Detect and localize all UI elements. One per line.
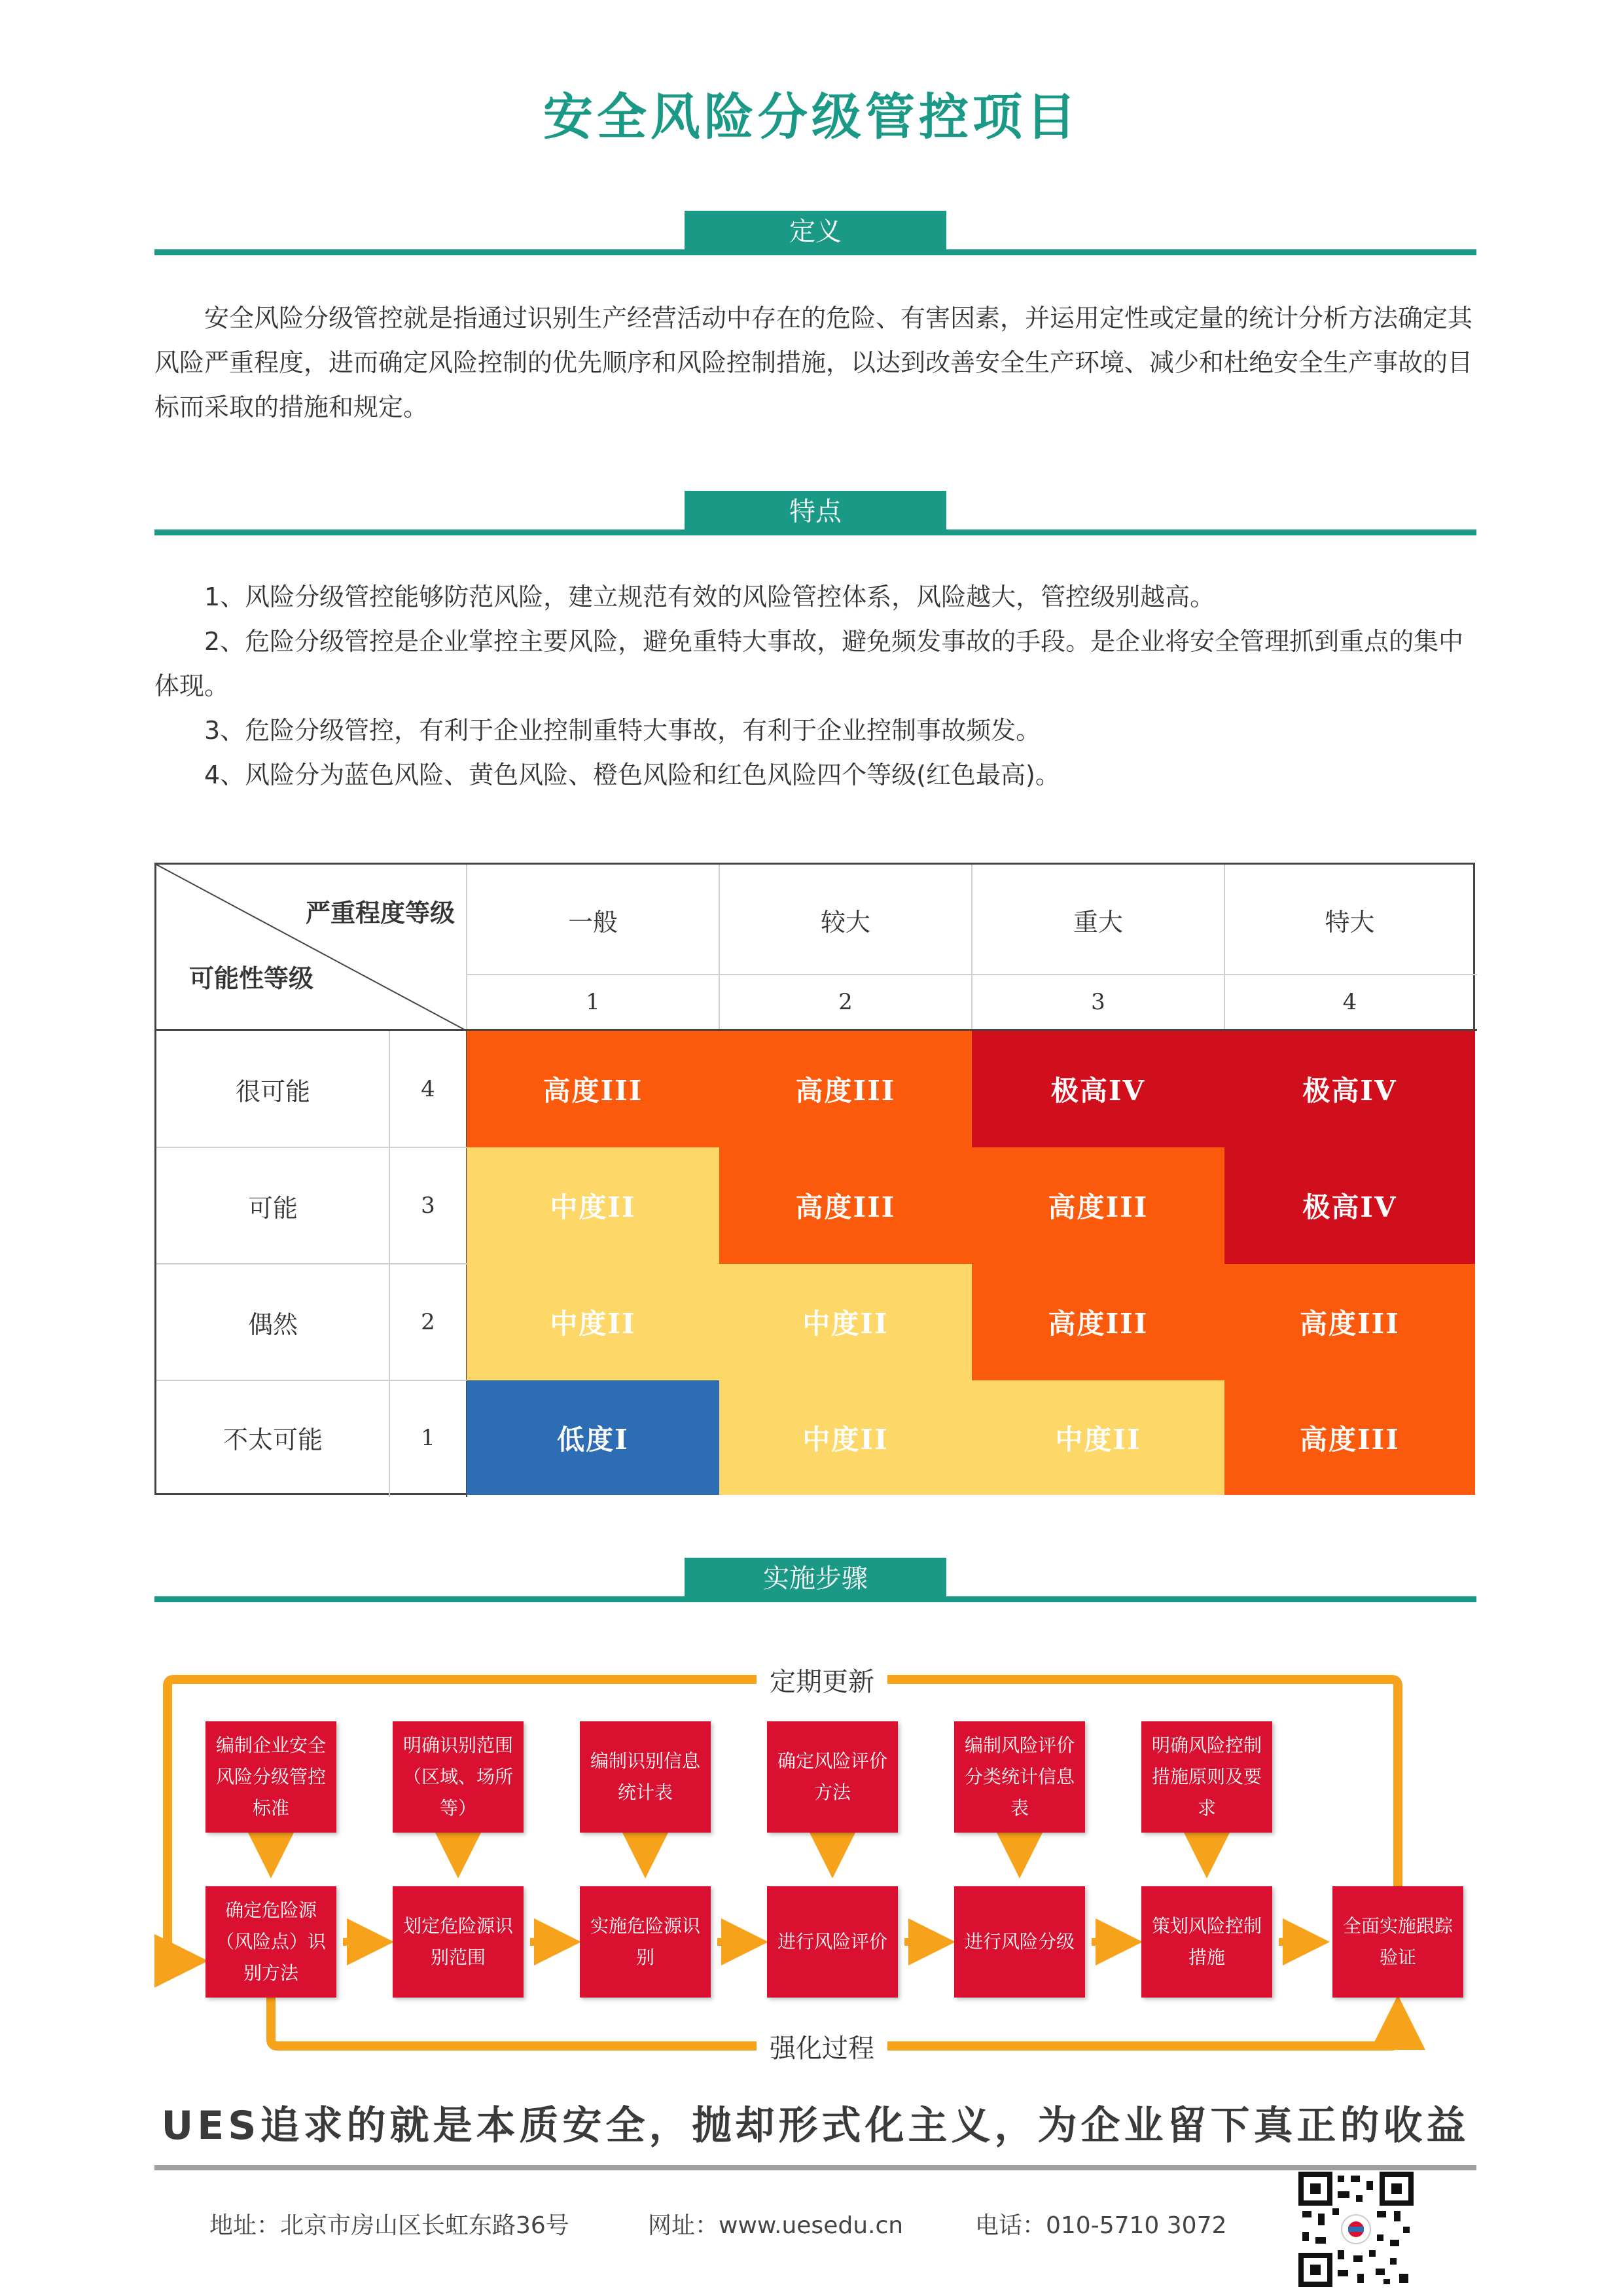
risk-cell: 中度II xyxy=(467,1147,719,1264)
section-tab-steps: 实施步骤 xyxy=(685,1558,946,1602)
severity-level: 2 xyxy=(838,989,853,1015)
footer-rule xyxy=(154,2165,1476,2170)
step-box-exec: 划定危险源识别范围 xyxy=(393,1886,524,1998)
feature-item: 4、风险分为蓝色风险、黄色风险、橙色风险和红色风险四个等级(红色最高)。 xyxy=(204,761,1060,789)
feature-item: 3、危险分级管控，有利于企业控制重特大事故，有利于企业控制事故频发。 xyxy=(204,716,1041,745)
grid-line xyxy=(466,974,1477,975)
risk-cell: 高度III xyxy=(972,1264,1224,1380)
grid-line xyxy=(156,1147,467,1148)
risk-matrix xyxy=(154,863,1475,1495)
footer-website: 网址：www.uesedu.cn xyxy=(648,2212,904,2239)
risk-cell: 高度III xyxy=(1224,1264,1475,1380)
risk-cell: 极高IV xyxy=(972,1031,1224,1147)
slogan: UES追求的就是本质安全，抛却形式化主义，为企业留下真正的收益 xyxy=(161,2103,1470,2149)
matrix-corner-likelihood: 可能性等级 xyxy=(189,963,314,993)
severity-level: 3 xyxy=(1091,989,1105,1015)
loop-label-strengthen: 强化过程 xyxy=(757,2028,887,2065)
risk-cell: 低度I xyxy=(467,1380,719,1495)
section-header-steps xyxy=(154,1556,1476,1602)
step-box-prep: 明确识别范围（区域、场所等） xyxy=(393,1721,524,1833)
qr-code-icon xyxy=(1298,2172,1414,2287)
feature-item: 1、风险分级管控能够防范风险，建立规范有效的风险管控体系，风险越大，管控级别越高。 xyxy=(204,583,1215,611)
page-title: 安全风险分级管控项目 xyxy=(543,88,1080,146)
severity-header: 重大 xyxy=(1073,907,1123,937)
likelihood-label: 可能 xyxy=(247,1193,298,1223)
grid-line xyxy=(156,1380,467,1381)
grid-line xyxy=(156,1263,467,1265)
corner-diagonal xyxy=(156,865,468,1031)
step-box-exec: 进行风险分级 xyxy=(954,1886,1085,1998)
step-box-exec: 进行风险评价 xyxy=(767,1886,898,1998)
step-box-exec: 确定危险源（风险点）识别方法 xyxy=(205,1886,336,1998)
step-box-exec: 实施危险源识别 xyxy=(580,1886,711,1998)
risk-cell: 中度II xyxy=(972,1380,1224,1495)
likelihood-label: 偶然 xyxy=(247,1310,298,1339)
likelihood-level: 4 xyxy=(421,1076,435,1102)
step-box-final: 全面实施跟踪验证 xyxy=(1332,1886,1463,1998)
grid-line xyxy=(971,865,972,1030)
step-box-exec: 策划风险控制措施 xyxy=(1141,1886,1272,1998)
grid-line xyxy=(466,865,467,1030)
severity-level: 1 xyxy=(586,989,600,1015)
risk-cell: 极高IV xyxy=(1224,1031,1475,1147)
likelihood-level: 1 xyxy=(421,1424,435,1451)
flow-connectors xyxy=(154,1656,1476,2062)
risk-cell: 中度II xyxy=(719,1380,972,1495)
severity-header: 一般 xyxy=(567,907,618,937)
severity-level: 4 xyxy=(1342,989,1357,1015)
section-tab-features: 特点 xyxy=(685,491,946,535)
likelihood-level: 3 xyxy=(421,1193,435,1219)
likelihood-level: 2 xyxy=(421,1309,435,1335)
footer-phone: 电话：010-5710 3072 xyxy=(975,2212,1227,2239)
implementation-flow xyxy=(154,1656,1476,2062)
section-header-features xyxy=(154,490,1476,535)
risk-cell: 高度III xyxy=(719,1031,972,1147)
definition-paragraph: 安全风险分级管控就是指通过识别生产经营活动中存在的危险、有害因素，并运用定性或定量的统计分析方法确定其风险严重程度，进而确定风险控制的优先顺序和风险控制措施，以达到改善安全生产环境、减少和杜绝安全生产事故的目标而采取的措施和规定。 xyxy=(154,304,1473,422)
severity-header: 特大 xyxy=(1325,907,1375,937)
risk-cell: 高度III xyxy=(719,1147,972,1264)
risk-cell: 高度III xyxy=(972,1147,1224,1264)
features-list xyxy=(154,575,1476,797)
step-box-prep: 确定风险评价方法 xyxy=(767,1721,898,1833)
section-tab-definition: 定义 xyxy=(685,211,946,255)
footer-address: 地址：北京市房山区长虹东路36号 xyxy=(209,2212,569,2239)
section-header-definition xyxy=(154,209,1476,255)
matrix-corner-severity: 严重程度等级 xyxy=(305,898,455,927)
feature-item: 2、危险分级管控是企业掌控主要风险，避免重特大事故，避免频发事故的手段。是企业将安全管理抓到重点的集中体现。 xyxy=(154,627,1464,700)
risk-cell: 极高IV xyxy=(1224,1147,1475,1264)
risk-cell: 高度III xyxy=(467,1031,719,1147)
severity-header: 较大 xyxy=(820,907,870,937)
likelihood-label: 不太可能 xyxy=(223,1426,323,1454)
step-box-prep: 编制识别信息统计表 xyxy=(580,1721,711,1833)
risk-cell: 中度II xyxy=(467,1264,719,1380)
likelihood-label: 很可能 xyxy=(235,1077,310,1106)
grid-line xyxy=(719,865,720,1030)
risk-cell: 中度II xyxy=(719,1264,972,1380)
definition-text-block xyxy=(154,296,1476,429)
grid-line xyxy=(1224,865,1225,1030)
step-box-prep: 编制风险评价分类统计信息表 xyxy=(954,1721,1085,1833)
step-box-prep: 编制企业安全风险分级管控标准 xyxy=(205,1721,336,1833)
step-box-prep: 明确风险控制措施原则及要求 xyxy=(1141,1721,1272,1833)
risk-cell: 高度III xyxy=(1224,1380,1475,1495)
loop-label-update: 定期更新 xyxy=(757,1661,887,1698)
